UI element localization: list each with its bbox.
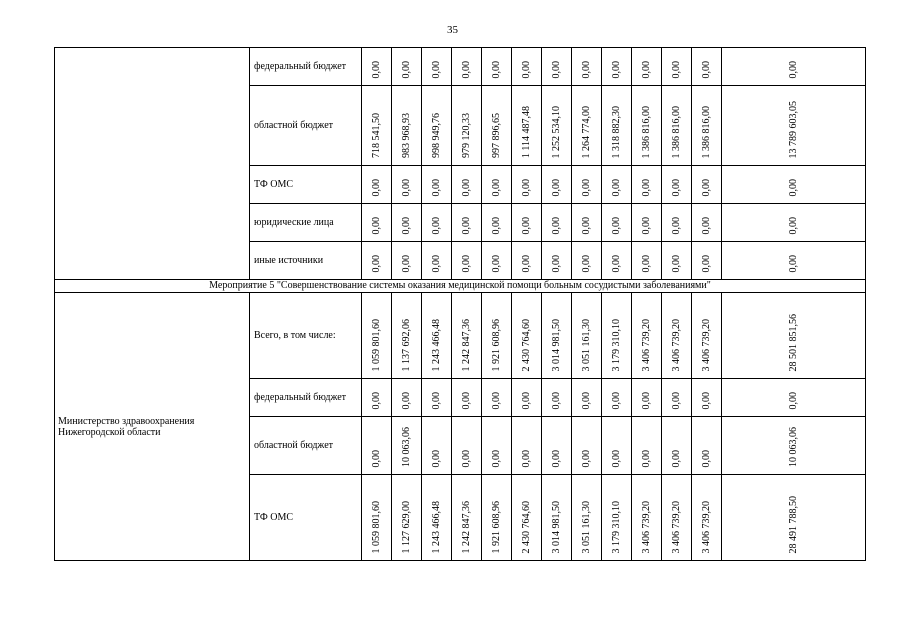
value-cell (632, 166, 662, 204)
value-cell (692, 166, 722, 204)
value-text: 1 243 466,48 (431, 500, 442, 553)
value-cell (632, 379, 662, 417)
value-cell (422, 475, 452, 561)
value-text: 0,00 (641, 449, 652, 467)
value-text: 0,00 (581, 216, 592, 234)
value-cell (452, 475, 482, 561)
total-cell (722, 475, 866, 561)
value-text: 0,00 (491, 178, 502, 196)
value-text: 1 318 882,30 (611, 105, 622, 158)
value-text: 0,00 (521, 216, 532, 234)
value-text: 0,00 (491, 449, 502, 467)
value-cell (632, 475, 662, 561)
value-text: 0,00 (581, 178, 592, 196)
organization-cell-empty (55, 48, 250, 280)
value-cell (512, 166, 542, 204)
value-cell (392, 48, 422, 86)
value-text: 10 063,06 (401, 427, 412, 467)
value-text: 0,00 (581, 391, 592, 409)
value-text: 0,00 (701, 449, 712, 467)
value-text: 2 430 764,60 (521, 500, 532, 553)
value-text: 0,00 (461, 254, 472, 272)
value-text: 0,00 (641, 216, 652, 234)
value-cell (482, 86, 512, 166)
value-text: 0,00 (371, 216, 382, 234)
value-cell (662, 417, 692, 475)
value-cell (662, 86, 692, 166)
value-text: 0,00 (431, 391, 442, 409)
value-cell (542, 293, 572, 379)
value-cell (632, 204, 662, 242)
value-text: 0,00 (611, 216, 622, 234)
value-cell (542, 475, 572, 561)
measure-title: Мероприятие 5 "Совершенствование системы оказания медицинской помощи больным сосудистыми заболеваниями" (55, 280, 866, 293)
value-text: 0,00 (701, 60, 712, 78)
value-text: 0,00 (371, 60, 382, 78)
value-text: 3 014 981,50 (551, 500, 562, 553)
value-cell (662, 379, 692, 417)
value-cell (422, 204, 452, 242)
value-cell (512, 86, 542, 166)
value-text: 0,00 (611, 254, 622, 272)
value-cell (572, 475, 602, 561)
value-cell (422, 293, 452, 379)
value-text: 1 264 774,00 (581, 105, 592, 158)
value-cell (572, 166, 602, 204)
value-cell (542, 242, 572, 280)
value-cell (542, 48, 572, 86)
value-text: 1 386 816,00 (671, 105, 682, 158)
value-cell (452, 379, 482, 417)
value-cell (572, 204, 602, 242)
value-cell (692, 242, 722, 280)
value-text: 0,00 (461, 60, 472, 78)
value-cell (362, 48, 392, 86)
table-row (55, 293, 866, 379)
total-text: 28 491 788,50 (788, 495, 799, 553)
value-cell (632, 417, 662, 475)
value-text: 1 127 629,00 (401, 500, 412, 553)
organization-cell: Министерство здравоохранения Нижегородской области (55, 293, 250, 561)
value-cell (692, 379, 722, 417)
total-cell (722, 86, 866, 166)
value-text: 0,00 (371, 178, 382, 196)
value-text: 0,00 (491, 254, 502, 272)
value-text: 3 406 739,20 (701, 318, 712, 371)
value-text: 0,00 (371, 449, 382, 467)
value-cell (602, 48, 632, 86)
value-text: 0,00 (581, 449, 592, 467)
value-text: 979 120,33 (461, 113, 472, 158)
value-cell (632, 48, 662, 86)
value-text: 1 252 534,10 (551, 105, 562, 158)
value-text: 1 114 487,48 (521, 105, 532, 158)
value-text: 0,00 (401, 60, 412, 78)
value-text: 0,00 (551, 391, 562, 409)
value-cell (542, 166, 572, 204)
value-text: 0,00 (671, 254, 682, 272)
value-cell (692, 475, 722, 561)
value-text: 0,00 (641, 178, 652, 196)
value-cell (542, 204, 572, 242)
value-cell (482, 48, 512, 86)
value-cell (512, 242, 542, 280)
value-cell (542, 379, 572, 417)
value-text: 0,00 (671, 449, 682, 467)
value-cell (572, 417, 602, 475)
value-cell (512, 475, 542, 561)
value-cell (362, 204, 392, 242)
value-cell (452, 242, 482, 280)
value-text: 0,00 (671, 216, 682, 234)
value-cell (542, 86, 572, 166)
value-cell (662, 166, 692, 204)
value-text: 0,00 (521, 254, 532, 272)
value-cell (632, 293, 662, 379)
value-text: 983 968,93 (401, 113, 412, 158)
value-cell (482, 242, 512, 280)
value-cell (392, 475, 422, 561)
value-text: 997 896,65 (491, 113, 502, 158)
value-cell (632, 242, 662, 280)
value-text: 0,00 (461, 178, 472, 196)
value-cell (482, 379, 512, 417)
total-text: 28 501 851,56 (788, 313, 799, 371)
value-text: 0,00 (551, 178, 562, 196)
total-cell (722, 48, 866, 86)
value-cell (512, 48, 542, 86)
value-text: 1 242 847,36 (461, 318, 472, 371)
funding-source-cell: областной бюджет (250, 417, 362, 475)
value-cell (512, 379, 542, 417)
value-cell (452, 48, 482, 86)
value-cell (392, 204, 422, 242)
value-text: 1 243 466,48 (431, 318, 442, 371)
funding-source-cell: федеральный бюджет (250, 379, 362, 417)
value-cell (512, 204, 542, 242)
value-cell (602, 417, 632, 475)
value-text: 0,00 (551, 60, 562, 78)
value-text: 0,00 (521, 391, 532, 409)
value-text: 1 059 801,60 (371, 500, 382, 553)
value-cell (692, 293, 722, 379)
value-text: 1 059 801,60 (371, 318, 382, 371)
value-cell (662, 48, 692, 86)
value-cell (692, 204, 722, 242)
value-cell (392, 293, 422, 379)
total-cell (722, 417, 866, 475)
value-text: 0,00 (671, 391, 682, 409)
value-text: 0,00 (371, 391, 382, 409)
table-body (55, 48, 866, 561)
value-text: 0,00 (491, 60, 502, 78)
value-cell (572, 86, 602, 166)
value-cell (452, 86, 482, 166)
value-text: 0,00 (401, 178, 412, 196)
table-row (55, 48, 866, 86)
value-cell (362, 475, 392, 561)
value-text: 1 137 692,06 (401, 318, 412, 371)
value-text: 1 242 847,36 (461, 500, 472, 553)
value-text: 1 921 608,96 (491, 318, 502, 371)
value-text: 0,00 (611, 391, 622, 409)
value-cell (572, 379, 602, 417)
value-text: 0,00 (551, 449, 562, 467)
total-cell (722, 204, 866, 242)
value-cell (512, 293, 542, 379)
total-cell (722, 293, 866, 379)
value-cell (662, 242, 692, 280)
value-cell (602, 166, 632, 204)
value-text: 0,00 (611, 60, 622, 78)
value-text: 0,00 (671, 178, 682, 196)
value-text: 3 406 739,20 (671, 500, 682, 553)
value-text: 1 921 608,96 (491, 500, 502, 553)
value-cell (452, 204, 482, 242)
value-cell (692, 86, 722, 166)
funding-source-cell: ТФ ОМС (250, 475, 362, 561)
total-text: 10 063,06 (788, 427, 799, 467)
value-cell (392, 242, 422, 280)
value-text: 0,00 (581, 254, 592, 272)
value-cell (392, 86, 422, 166)
value-text: 1 386 816,00 (641, 105, 652, 158)
value-cell (362, 86, 392, 166)
value-cell (452, 293, 482, 379)
value-cell (422, 379, 452, 417)
value-text: 0,00 (701, 178, 712, 196)
value-cell (362, 417, 392, 475)
value-text: 0,00 (431, 254, 442, 272)
total-text: 0,00 (788, 60, 799, 78)
value-text: 718 541,50 (371, 113, 382, 158)
value-text: 0,00 (521, 60, 532, 78)
total-text: 0,00 (788, 178, 799, 196)
total-text: 0,00 (788, 391, 799, 409)
total-text: 0,00 (788, 254, 799, 272)
value-cell (452, 417, 482, 475)
total-cell (722, 379, 866, 417)
funding-source-cell: федеральный бюджет (250, 48, 362, 86)
measure-row (55, 280, 866, 293)
value-cell (422, 86, 452, 166)
value-text: 1 386 816,00 (701, 105, 712, 158)
value-text: 0,00 (401, 216, 412, 234)
value-text: 0,00 (701, 391, 712, 409)
value-cell (482, 204, 512, 242)
value-cell (692, 48, 722, 86)
value-text: 0,00 (641, 60, 652, 78)
funding-source-cell: ТФ ОМС (250, 166, 362, 204)
value-text: 0,00 (641, 254, 652, 272)
value-cell (662, 293, 692, 379)
value-cell (482, 475, 512, 561)
value-cell (602, 475, 632, 561)
value-cell (632, 86, 662, 166)
value-cell (482, 417, 512, 475)
value-text: 0,00 (461, 391, 472, 409)
value-text: 0,00 (461, 449, 472, 467)
value-text: 3 406 739,20 (671, 318, 682, 371)
value-cell (602, 293, 632, 379)
value-cell (572, 242, 602, 280)
value-text: 0,00 (431, 216, 442, 234)
funding-source-cell: областной бюджет (250, 86, 362, 166)
value-text: 0,00 (521, 449, 532, 467)
value-cell (362, 166, 392, 204)
value-text: 0,00 (401, 391, 412, 409)
value-text: 0,00 (371, 254, 382, 272)
value-cell (392, 417, 422, 475)
value-cell (392, 166, 422, 204)
value-text: 0,00 (491, 391, 502, 409)
total-text: 13 789 603,05 (788, 100, 799, 158)
value-text: 0,00 (701, 216, 712, 234)
value-cell (422, 417, 452, 475)
value-text: 3 014 981,50 (551, 318, 562, 371)
page-number: 35 (447, 24, 458, 36)
value-cell (572, 48, 602, 86)
value-cell (362, 293, 392, 379)
value-text: 3 179 310,10 (611, 318, 622, 371)
funding-source-cell: юридические лица (250, 204, 362, 242)
value-text: 3 406 739,20 (641, 318, 652, 371)
value-text: 0,00 (401, 254, 412, 272)
value-text: 3 406 739,20 (641, 500, 652, 553)
value-text: 0,00 (611, 178, 622, 196)
value-cell (602, 86, 632, 166)
value-cell (602, 204, 632, 242)
value-cell (422, 242, 452, 280)
value-text: 0,00 (491, 216, 502, 234)
value-cell (572, 293, 602, 379)
value-cell (392, 379, 422, 417)
value-cell (362, 242, 392, 280)
value-cell (482, 166, 512, 204)
value-text: 0,00 (671, 60, 682, 78)
value-cell (362, 379, 392, 417)
value-cell (602, 242, 632, 280)
value-text: 0,00 (551, 216, 562, 234)
value-text: 998 949,76 (431, 113, 442, 158)
value-text: 0,00 (431, 178, 442, 196)
value-cell (542, 417, 572, 475)
value-cell (422, 48, 452, 86)
value-cell (422, 166, 452, 204)
value-text: 0,00 (431, 449, 442, 467)
total-text: 0,00 (788, 216, 799, 234)
value-cell (662, 204, 692, 242)
value-cell (662, 475, 692, 561)
value-cell (482, 293, 512, 379)
value-text: 0,00 (581, 60, 592, 78)
total-cell (722, 242, 866, 280)
value-text: 3 051 161,30 (581, 500, 592, 553)
value-text: 0,00 (611, 449, 622, 467)
value-text: 2 430 764,60 (521, 318, 532, 371)
value-text: 0,00 (641, 391, 652, 409)
value-text: 3 051 161,30 (581, 318, 592, 371)
value-cell (692, 417, 722, 475)
funding-source-cell: Всего, в том числе: (250, 293, 362, 379)
value-text: 0,00 (551, 254, 562, 272)
value-text: 0,00 (461, 216, 472, 234)
value-text: 3 179 310,10 (611, 500, 622, 553)
value-cell (602, 379, 632, 417)
value-cell (512, 417, 542, 475)
value-text: 0,00 (701, 254, 712, 272)
value-text: 0,00 (521, 178, 532, 196)
budget-table (54, 47, 866, 561)
value-cell (452, 166, 482, 204)
funding-source-cell: иные источники (250, 242, 362, 280)
value-text: 3 406 739,20 (701, 500, 712, 553)
value-text: 0,00 (431, 60, 442, 78)
total-cell (722, 166, 866, 204)
